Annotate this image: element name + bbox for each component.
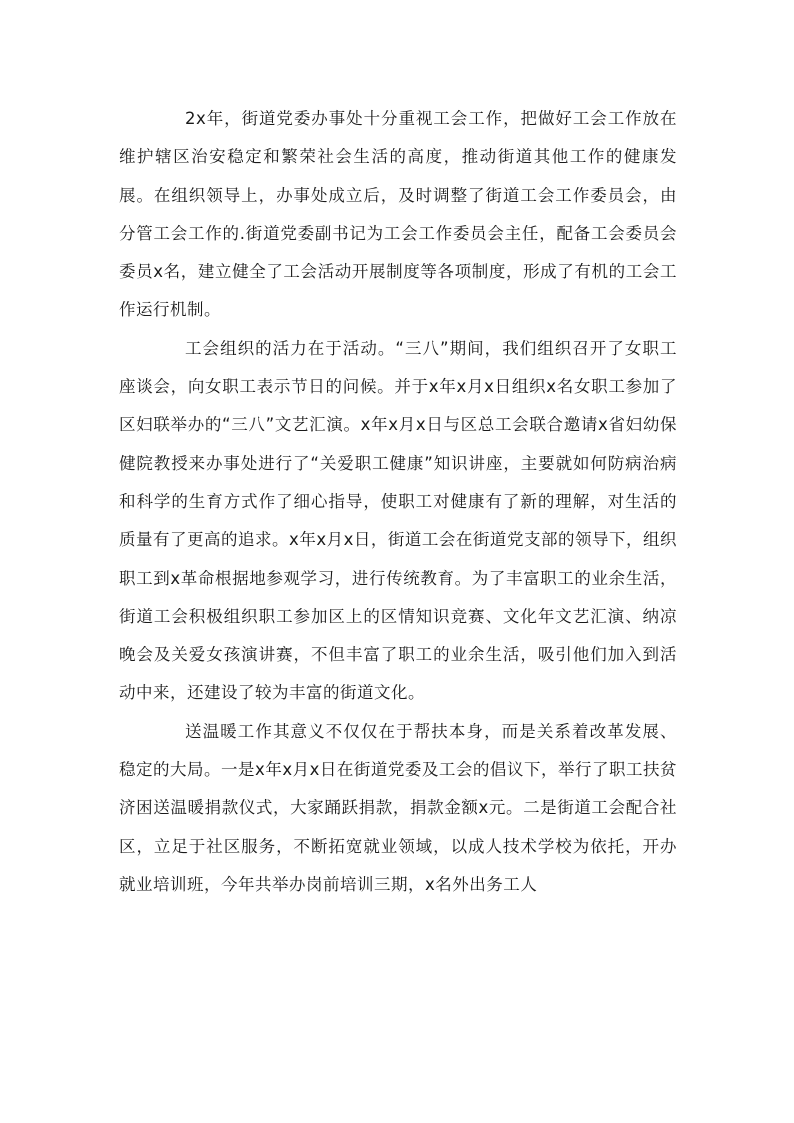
paragraph-warmth-delivery: 送温暖工作其意义不仅仅在于帮扶本身，而是关系着改革发展、稳定的大局。一是x年x月x日在街道党委及工会的倡议下，举行了职工扶贫济困送温暖捐款仪式，大家踊跃捐款，捐款金额x元。二是街道工会配合社区，立足于社区服务，不断拓宽就业领域，以成人技术学校为依托，开办就业培训班，今年共举办岗前培训三期，x名外出务工人 <box>119 721 677 894</box>
paragraph-union-work-overview: 2x年，街道党委办事处十分重视工会工作，把做好工会工作放在维护辖区治安稳定和繁荣社会生活的高度，推动街道其他工作的健康发展。在组织领导上，办事处成立后，及时调整了街道工会工作委员会，由分管工会工作的.街道党委副书记为工会工作委员会主任，配备工会委员会委员x名，建立健全了工会活动开展制度等各项制度，形成了有机的工会工作运行机制。 <box>119 109 677 320</box>
document-body <box>119 100 677 904</box>
paragraph-union-activities: 工会组织的活力在于活动。“三八”期间，我们组织召开了女职工座谈会，向女职工表示节日的问候。并于x年x月x日组织x名女职工参加了区妇联举办的“三八”文艺汇演。x年x月x日与区总工会联合邀请x省妇幼保健院教授来办事处进行了“关爱职工健康”知识讲座，主要就如何防病治病和科学的生育方式作了细心指导，使职工对健康有了新的理解，对生活的质量有了更高的追求。x年x月x日，街道工会在街道党支部的领导下，组织职工到x革命根据地参观学习，进行传统教育。为了丰富职工的业余生活，街道工会积极组织职工参加区上的区情知识竞赛、文化年文艺汇演、纳凉晚会及关爱女孩演讲赛，不但丰富了职工的业余生活，吸引他们加入到活动中来，还建设了较为丰富的街道文化。 <box>119 338 677 703</box>
